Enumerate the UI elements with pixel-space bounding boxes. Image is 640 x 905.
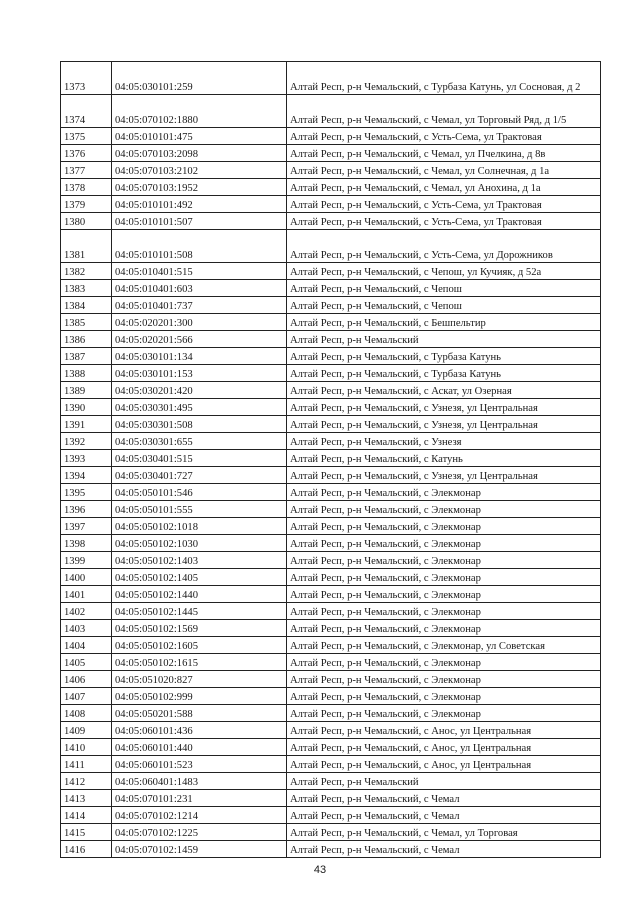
table-row [61, 552, 601, 569]
row-number: 1376 [61, 145, 112, 162]
row-number: 1393 [61, 450, 112, 467]
row-number: 1414 [61, 807, 112, 824]
address: Алтай Респ, р-н Чемальский, с Элекмонар [287, 535, 601, 552]
table-row [61, 671, 601, 688]
cadastral-number: 04:05:050102:1030 [112, 535, 287, 552]
table-row [61, 654, 601, 671]
table-row [61, 263, 601, 280]
table-row [61, 484, 601, 501]
table-row [61, 535, 601, 552]
row-number: 1385 [61, 314, 112, 331]
address: Алтай Респ, р-н Чемальский, с Катунь [287, 450, 601, 467]
address: Алтай Респ, р-н Чемальский, с Элекмонар [287, 620, 601, 637]
row-number: 1395 [61, 484, 112, 501]
row-number: 1401 [61, 586, 112, 603]
table-row [61, 467, 601, 484]
table-row [61, 450, 601, 467]
cadastral-number: 04:05:050102:1018 [112, 518, 287, 535]
address: Алтай Респ, р-н Чемальский, с Чепош [287, 280, 601, 297]
table-row [61, 756, 601, 773]
cadastral-number: 04:05:070102:1214 [112, 807, 287, 824]
row-number: 1394 [61, 467, 112, 484]
table-row [61, 314, 601, 331]
table-row [61, 824, 601, 841]
address: Алтай Респ, р-н Чемальский, с Турбаза Катунь, ул Сосновая, д 2 [287, 62, 601, 95]
table-row [61, 145, 601, 162]
cadastral-number: 04:05:060101:436 [112, 722, 287, 739]
table-row [61, 179, 601, 196]
row-number: 1411 [61, 756, 112, 773]
address: Алтай Респ, р-н Чемальский, с Чемал [287, 807, 601, 824]
address: Алтай Респ, р-н Чемальский, с Анос, ул Центральная [287, 739, 601, 756]
address: Алтай Респ, р-н Чемальский, с Анос, ул Центральная [287, 756, 601, 773]
address: Алтай Респ, р-н Чемальский, с Узнезя, ул Центральная [287, 399, 601, 416]
table-row [61, 230, 601, 263]
row-number: 1390 [61, 399, 112, 416]
cadastral-number: 04:05:070103:2098 [112, 145, 287, 162]
address: Алтай Респ, р-н Чемальский, с Чемал, ул Торговый Ряд, д 1/5 [287, 95, 601, 128]
row-number: 1416 [61, 841, 112, 858]
address: Алтай Респ, р-н Чемальский, с Чемал [287, 841, 601, 858]
address: Алтай Респ, р-н Чемальский [287, 773, 601, 790]
table-row [61, 331, 601, 348]
table-row [61, 620, 601, 637]
row-number: 1398 [61, 535, 112, 552]
row-number: 1396 [61, 501, 112, 518]
row-number: 1397 [61, 518, 112, 535]
table-row [61, 807, 601, 824]
table-row [61, 722, 601, 739]
cadastral-number: 04:05:020201:300 [112, 314, 287, 331]
cadastral-number: 04:05:070103:1952 [112, 179, 287, 196]
page-number: 43 [313, 864, 327, 876]
table-row [61, 603, 601, 620]
row-number: 1379 [61, 196, 112, 213]
row-number: 1415 [61, 824, 112, 841]
row-number: 1377 [61, 162, 112, 179]
table-row [61, 399, 601, 416]
row-number: 1402 [61, 603, 112, 620]
address: Алтай Респ, р-н Чемальский, с Анос, ул Центральная [287, 722, 601, 739]
row-number: 1387 [61, 348, 112, 365]
address: Алтай Респ, р-н Чемальский, с Элекмонар [287, 603, 601, 620]
table-row [61, 705, 601, 722]
cadastral-number: 04:05:050102:1405 [112, 569, 287, 586]
row-number: 1410 [61, 739, 112, 756]
cadastral-number: 04:05:050102:999 [112, 688, 287, 705]
land-plot-table [60, 61, 601, 858]
row-number: 1405 [61, 654, 112, 671]
table-row [61, 62, 601, 95]
address: Алтай Респ, р-н Чемальский, с Элекмонар [287, 654, 601, 671]
address: Алтай Респ, р-н Чемальский, с Элекмонар [287, 705, 601, 722]
cadastral-number: 04:05:050102:1403 [112, 552, 287, 569]
row-number: 1409 [61, 722, 112, 739]
cadastral-number: 04:05:070102:1225 [112, 824, 287, 841]
cadastral-number: 04:05:030101:134 [112, 348, 287, 365]
table-row [61, 416, 601, 433]
table-row [61, 162, 601, 179]
cadastral-number: 04:05:030401:727 [112, 467, 287, 484]
table-row [61, 382, 601, 399]
table-row [61, 433, 601, 450]
cadastral-number: 04:05:030201:420 [112, 382, 287, 399]
address: Алтай Респ, р-н Чемальский, с Элекмонар, ул Советская [287, 637, 601, 654]
cadastral-number: 04:05:050102:1615 [112, 654, 287, 671]
address: Алтай Респ, р-н Чемальский, с Усть-Сема, ул Трактовая [287, 128, 601, 145]
row-number: 1381 [61, 230, 112, 263]
address: Алтай Респ, р-н Чемальский, с Элекмонар [287, 484, 601, 501]
cadastral-number: 04:05:010101:475 [112, 128, 287, 145]
cadastral-number: 04:05:020201:566 [112, 331, 287, 348]
address: Алтай Респ, р-н Чемальский, с Элекмонар [287, 671, 601, 688]
table-row [61, 280, 601, 297]
row-number: 1407 [61, 688, 112, 705]
row-number: 1404 [61, 637, 112, 654]
row-number: 1408 [61, 705, 112, 722]
address: Алтай Респ, р-н Чемальский, с Чепош, ул Кучияк, д 52а [287, 263, 601, 280]
cadastral-number: 04:05:030401:515 [112, 450, 287, 467]
table-row [61, 196, 601, 213]
address: Алтай Респ, р-н Чемальский, с Элекмонар [287, 586, 601, 603]
cadastral-number: 04:05:050102:1605 [112, 637, 287, 654]
row-number: 1392 [61, 433, 112, 450]
cadastral-number: 04:05:060101:440 [112, 739, 287, 756]
cadastral-number: 04:05:070102:1459 [112, 841, 287, 858]
table-row [61, 841, 601, 858]
table-row [61, 790, 601, 807]
cadastral-number: 04:05:050102:1445 [112, 603, 287, 620]
address: Алтай Респ, р-н Чемальский, с Усть-Сема, ул Трактовая [287, 213, 601, 230]
cadastral-number: 04:05:060401:1483 [112, 773, 287, 790]
table-row [61, 773, 601, 790]
row-number: 1383 [61, 280, 112, 297]
address: Алтай Респ, р-н Чемальский, с Элекмонар [287, 501, 601, 518]
address: Алтай Респ, р-н Чемальский, с Узнезя [287, 433, 601, 450]
table-body [61, 62, 601, 858]
cadastral-number: 04:05:010401:737 [112, 297, 287, 314]
address: Алтай Респ, р-н Чемальский, с Чемал [287, 790, 601, 807]
table-row [61, 518, 601, 535]
cadastral-number: 04:05:030301:495 [112, 399, 287, 416]
address: Алтай Респ, р-н Чемальский, с Элекмонар [287, 688, 601, 705]
address: Алтай Респ, р-н Чемальский, с Чемал, ул Солнечная, д 1а [287, 162, 601, 179]
address: Алтай Респ, р-н Чемальский, с Турбаза Катунь [287, 348, 601, 365]
address: Алтай Респ, р-н Чемальский, с Усть-Сема, ул Трактовая [287, 196, 601, 213]
row-number: 1386 [61, 331, 112, 348]
row-number: 1413 [61, 790, 112, 807]
address: Алтай Респ, р-н Чемальский [287, 331, 601, 348]
cadastral-number: 04:05:060101:523 [112, 756, 287, 773]
address: Алтай Респ, р-н Чемальский, с Аскат, ул Озерная [287, 382, 601, 399]
table-row [61, 128, 601, 145]
address: Алтай Респ, р-н Чемальский, с Элекмонар [287, 569, 601, 586]
cadastral-number: 04:05:050102:1440 [112, 586, 287, 603]
table-row [61, 637, 601, 654]
address: Алтай Респ, р-н Чемальский, с Элекмонар [287, 518, 601, 535]
address: Алтай Респ, р-н Чемальский, с Чепош [287, 297, 601, 314]
cadastral-number: 04:05:051020:827 [112, 671, 287, 688]
cadastral-number: 04:05:010401:515 [112, 263, 287, 280]
row-number: 1389 [61, 382, 112, 399]
address: Алтай Респ, р-н Чемальский, с Узнезя, ул Центральная [287, 416, 601, 433]
cadastral-number: 04:05:030301:508 [112, 416, 287, 433]
row-number: 1403 [61, 620, 112, 637]
cadastral-number: 04:05:010401:603 [112, 280, 287, 297]
table-row [61, 95, 601, 128]
address: Алтай Респ, р-н Чемальский, с Бешпельтир [287, 314, 601, 331]
row-number: 1382 [61, 263, 112, 280]
address: Алтай Респ, р-н Чемальский, с Усть-Сема, ул Дорожников [287, 230, 601, 263]
cadastral-number: 04:05:050101:555 [112, 501, 287, 518]
cadastral-number: 04:05:070102:1880 [112, 95, 287, 128]
row-number: 1399 [61, 552, 112, 569]
cadastral-number: 04:05:050102:1569 [112, 620, 287, 637]
address: Алтай Респ, р-н Чемальский, с Чемал, ул Торговая [287, 824, 601, 841]
table-row [61, 586, 601, 603]
table-row [61, 213, 601, 230]
table-row [61, 365, 601, 382]
row-number: 1380 [61, 213, 112, 230]
row-number: 1378 [61, 179, 112, 196]
row-number: 1374 [61, 95, 112, 128]
table-row [61, 501, 601, 518]
table-row [61, 297, 601, 314]
cadastral-number: 04:05:050201:588 [112, 705, 287, 722]
table-row [61, 348, 601, 365]
row-number: 1384 [61, 297, 112, 314]
address: Алтай Респ, р-н Чемальский, с Элекмонар [287, 552, 601, 569]
cadastral-number: 04:05:030101:259 [112, 62, 287, 95]
cadastral-number: 04:05:070101:231 [112, 790, 287, 807]
table-row [61, 739, 601, 756]
row-number: 1391 [61, 416, 112, 433]
cadastral-number: 04:05:030101:153 [112, 365, 287, 382]
cadastral-number: 04:05:030301:655 [112, 433, 287, 450]
cadastral-number: 04:05:010101:492 [112, 196, 287, 213]
row-number: 1373 [61, 62, 112, 95]
table-row [61, 569, 601, 586]
table-row [61, 688, 601, 705]
address: Алтай Респ, р-н Чемальский, с Чемал, ул Анохина, д 1а [287, 179, 601, 196]
cadastral-number: 04:05:070103:2102 [112, 162, 287, 179]
address: Алтай Респ, р-н Чемальский, с Чемал, ул Пчелкина, д 8в [287, 145, 601, 162]
address: Алтай Респ, р-н Чемальский, с Турбаза Катунь [287, 365, 601, 382]
address: Алтай Респ, р-н Чемальский, с Узнезя, ул Центральная [287, 467, 601, 484]
row-number: 1375 [61, 128, 112, 145]
row-number: 1412 [61, 773, 112, 790]
cadastral-number: 04:05:010101:508 [112, 230, 287, 263]
cadastral-number: 04:05:010101:507 [112, 213, 287, 230]
row-number: 1400 [61, 569, 112, 586]
row-number: 1406 [61, 671, 112, 688]
cadastral-number: 04:05:050101:546 [112, 484, 287, 501]
row-number: 1388 [61, 365, 112, 382]
